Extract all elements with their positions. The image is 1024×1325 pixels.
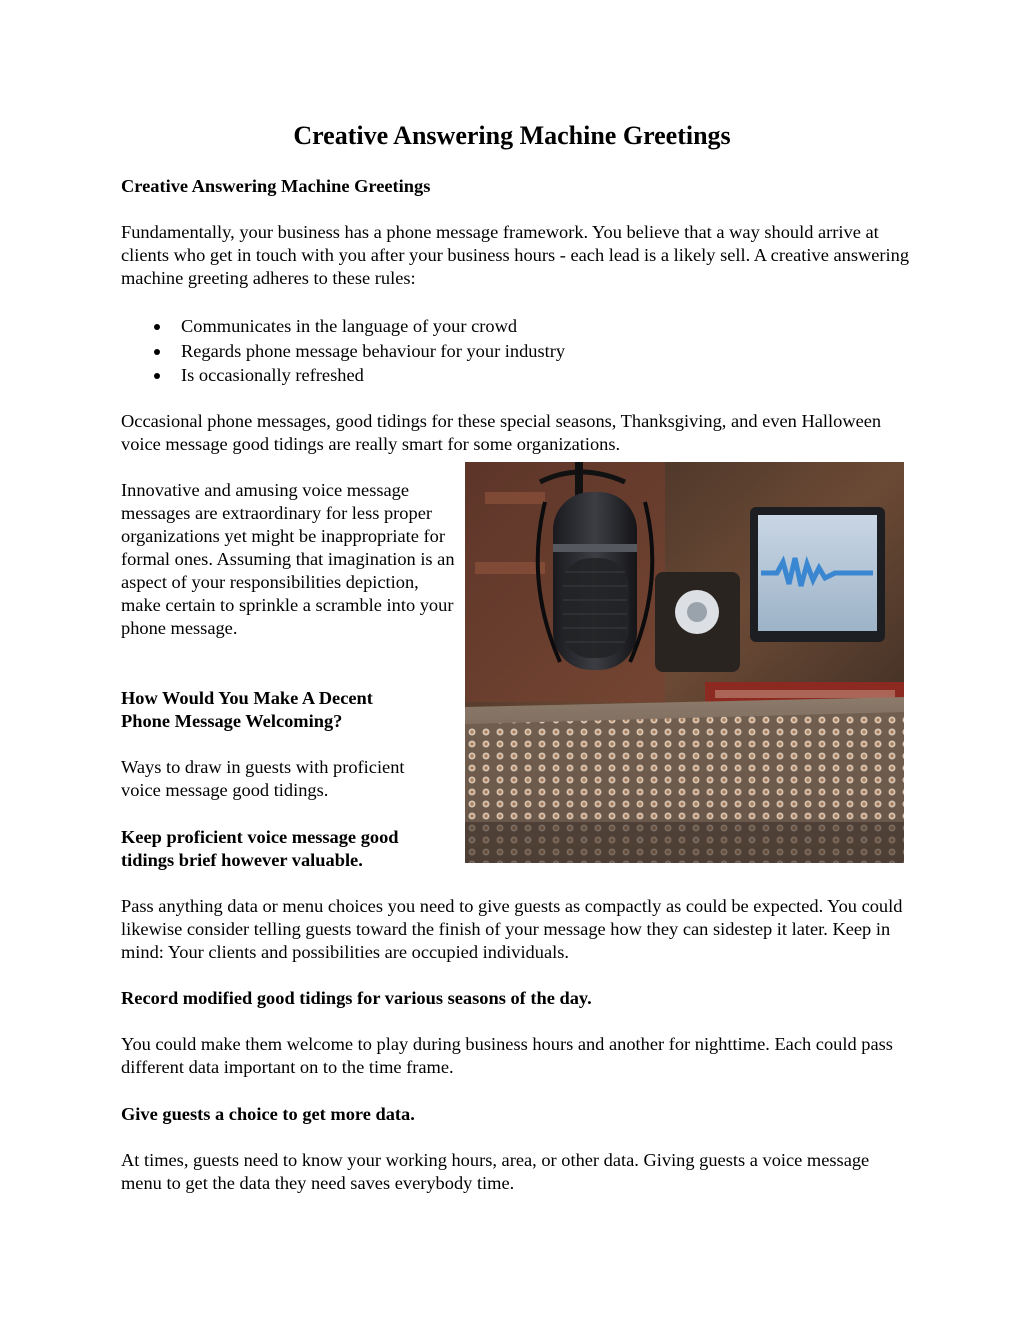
how-heading: How Would You Make A Decent Phone Message Welcoming? (121, 688, 373, 731)
occasional-paragraph: Occasional phone messages, good tidings for these special seasons, Thanksgiving, and even Halloween voice message good tidings are really smart for some organizations. (121, 411, 882, 454)
ways-paragraph: Ways to draw in guests with proficient voice message good tidings. (121, 757, 405, 800)
give-heading: Give guests a choice to get more data. (121, 1104, 415, 1124)
keep-heading: Keep proficient voice message good tidings brief however valuable. (121, 827, 399, 870)
list-item: Is occasionally refreshed (121, 363, 565, 388)
rules-list (121, 314, 565, 388)
list-item: Regards phone message behaviour for your industry (121, 339, 565, 364)
list-item: Communicates in the language of your crowd (121, 314, 565, 339)
bullet-icon (154, 349, 160, 355)
bullet-icon (154, 324, 160, 330)
pass-paragraph: Pass anything data or menu choices you need to give guests as compactly as could be expected. You could likewise consider telling guests toward the finish of your message how they can sidestep it later. Keep in mind: Your clients and possibilities are occupied individuals. (121, 896, 903, 962)
bullet-icon (154, 373, 160, 379)
give-paragraph: At times, guests need to know your working hours, area, or other data. Giving guests a voice message menu to get the data they need saves everybody time. (121, 1150, 870, 1193)
record-heading: Record modified good tidings for various seasons of the day. (121, 988, 592, 1008)
page-title: Creative Answering Machine Greetings (293, 121, 731, 150)
record-paragraph: You could make them welcome to play during business hours and another for nighttime. Each could pass different data important on to the time frame. (121, 1034, 893, 1077)
section-heading: Creative Answering Machine Greetings (121, 176, 431, 196)
intro-paragraph: Fundamentally, your business has a phone message framework. You believe that a way should arrive at clients who get in touch with you after your business hours - each lead is a likely sell. A creative answering machine greeting adheres to these rules: (121, 222, 910, 288)
studio-microphone-mixer-photo (465, 462, 904, 863)
innovative-paragraph: Innovative and amusing voice message messages are extraordinary for less proper organizations yet might be inappropriate for formal ones. Assuming that imagination is an aspect of your responsibilities depiction, make certain to sprinkle a scramble into your phone message. (121, 480, 455, 638)
